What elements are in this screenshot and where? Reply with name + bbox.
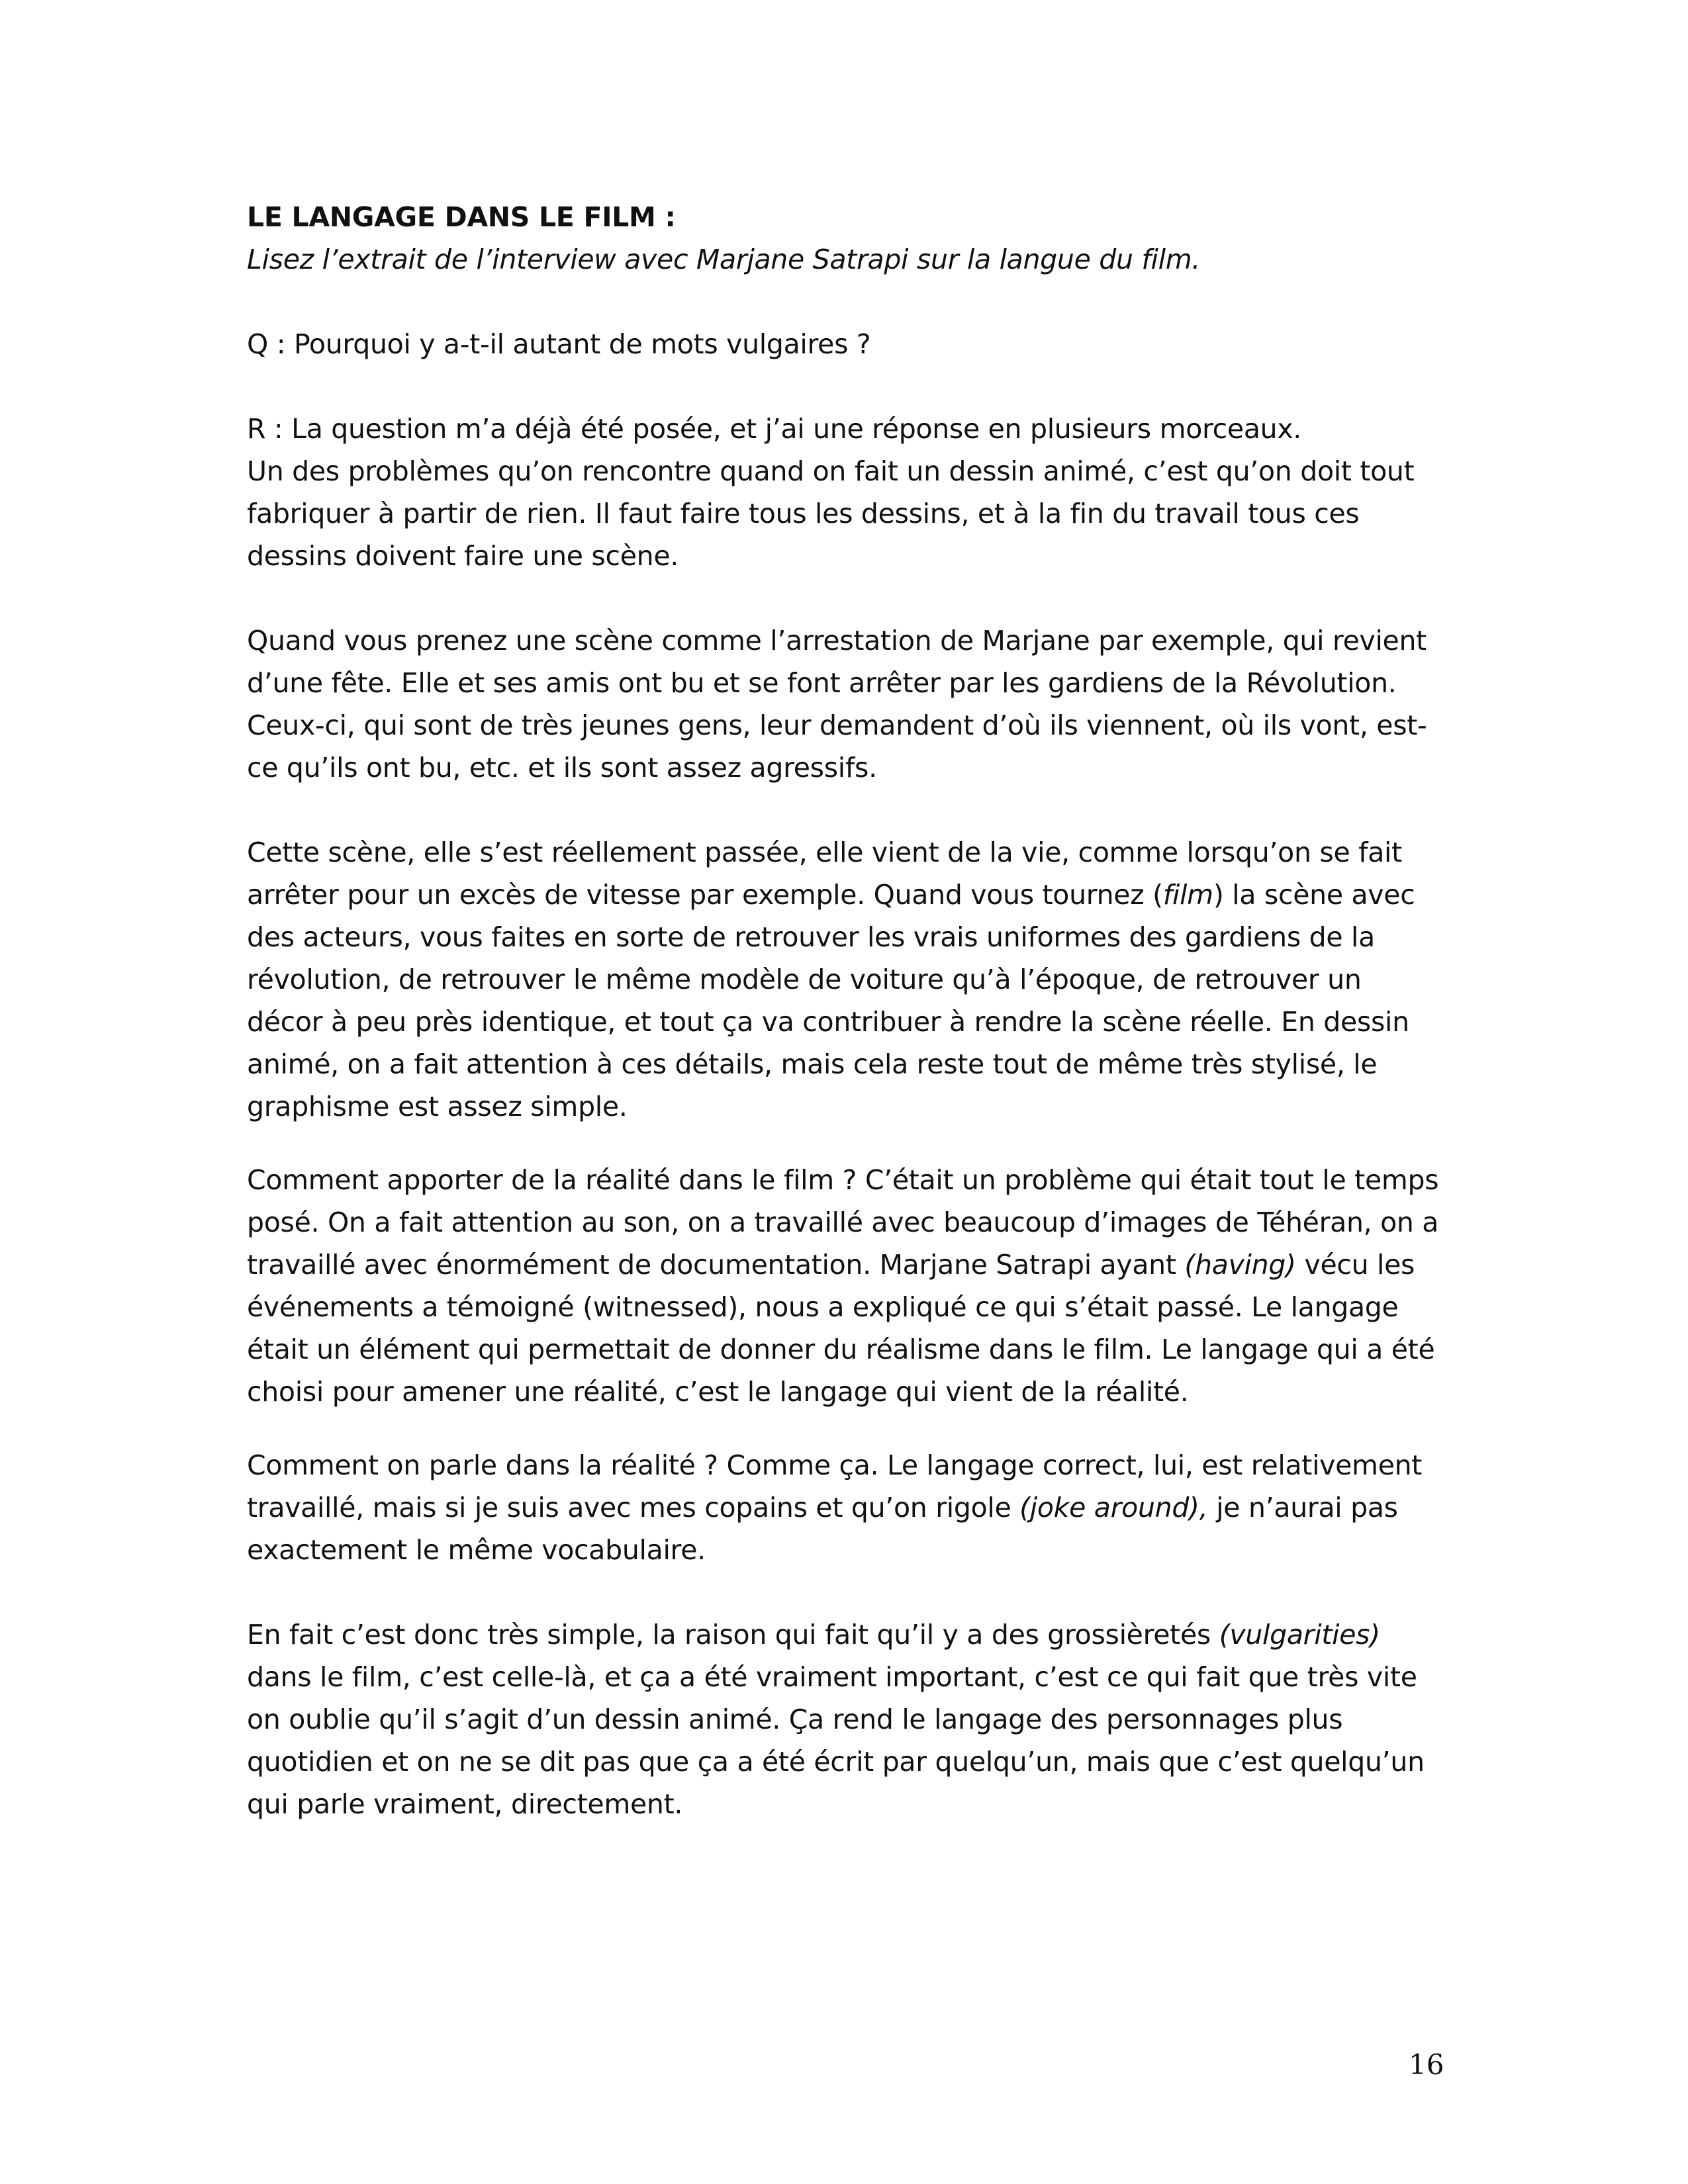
instruction-subtitle: Lisez l’extrait de l’interview avec Marjane Satrapi sur la langue du film. bbox=[247, 244, 1201, 275]
document-body bbox=[247, 196, 1445, 1825]
conclusion-text-before: En fait c’est donc très simple, la raison qui fait qu’il y a des grossièretés bbox=[247, 1619, 1219, 1651]
page-number: 16 bbox=[1409, 2048, 1444, 2081]
scene-paragraph bbox=[247, 831, 1445, 1128]
reality-text-after: vécu les événements a témoigné (witnessed), nous a expliqué ce qui s’était passé. Le langage était un élément qui permettait de donner du réalisme dans le film. Le langage qui a été choisi pour amener une réalité, c’est le langage qui vient de la réalité. bbox=[247, 1249, 1435, 1408]
conclusion-text-after: dans le film, c’est celle-là, et ça a été vraiment important, c’est ce qui fait que très vite on oublie qu’il s’agit d’un dessin animé. Ça rend le langage des personnages plus quotidien et on ne se dit pas que ça a été écrit par quelqu’un, mais que c’est quelqu’un qui parle vraiment, directement. bbox=[247, 1661, 1425, 1820]
speech-gloss: (joke around), bbox=[1019, 1492, 1208, 1524]
interview-question: Q : Pourquoi y a-t-il autant de mots vulgaires ? bbox=[247, 328, 871, 360]
conclusion-paragraph bbox=[247, 1614, 1445, 1825]
scene-gloss: film bbox=[1162, 879, 1213, 911]
section-heading: LE LANGAGE DANS LE FILM : bbox=[247, 201, 676, 233]
reality-paragraph bbox=[247, 1159, 1445, 1413]
answer-intro-first-line: R : La question m’a déjà été posée, et j’ai une réponse en plusieurs morceaux. bbox=[247, 413, 1302, 445]
answer-intro-paragraph bbox=[247, 408, 1445, 577]
speech-text-before: Comment on parle dans la réalité ? Comme ça. Le langage correct, lui, est relativement travaillé, mais si je suis avec mes copains et qu’on rigole bbox=[247, 1449, 1423, 1524]
speech-paragraph bbox=[247, 1444, 1445, 1571]
scene-text-after: ) la scène avec des acteurs, vous faites en sorte de retrouver les vrais uniformes des gardiens de la révolution, de retrouver le même modèle de voiture qu’à l’époque, de retrouver un décor à peu près identique, et tout ça va contribuer à rendre la scène réelle. En dessin animé, on a fait attention à ces détails, mais cela reste tout de même très stylisé, le graphisme est assez simple. bbox=[247, 879, 1415, 1122]
conclusion-gloss: (vulgarities) bbox=[1219, 1619, 1380, 1651]
answer-intro-rest: Un des problèmes qu’on rencontre quand on fait un dessin animé, c’est qu’on doit tout fabriquer à partir de rien. Il faut faire tous les dessins, et à la fin du travail tous ces dessins doivent faire une scène. bbox=[247, 455, 1415, 572]
scene-text-before: Cette scène, elle s’est réellement passée, elle vient de la vie, comme lorsqu’on se fait arrêter pour un excès de vitesse par exemple. Quand vous tournez ( bbox=[247, 837, 1402, 911]
arrest-paragraph: Quand vous prenez une scène comme l’arrestation de Marjane par exemple, qui revient d’une fête. Elle et ses amis ont bu et se font arrêter par les gardiens de la Révolution. Ceux-ci, qui sont de très jeunes gens, leur demandent d’où ils viennent, où ils vont, est-ce qu’ils ont bu, etc. et ils sont assez agressifs. bbox=[247, 625, 1427, 784]
reality-gloss: (having) bbox=[1184, 1249, 1296, 1281]
speech-text-after: je n’aurai pas exactement le même vocabulaire. bbox=[247, 1492, 1398, 1566]
reality-text-before: Comment apporter de la réalité dans le film ? C’était un problème qui était tout le temps posé. On a fait attention au son, on a travaillé avec beaucoup d’images de Téhéran, on a travaillé avec énormément de documentation. Marjane Satrapi ayant bbox=[247, 1164, 1439, 1281]
